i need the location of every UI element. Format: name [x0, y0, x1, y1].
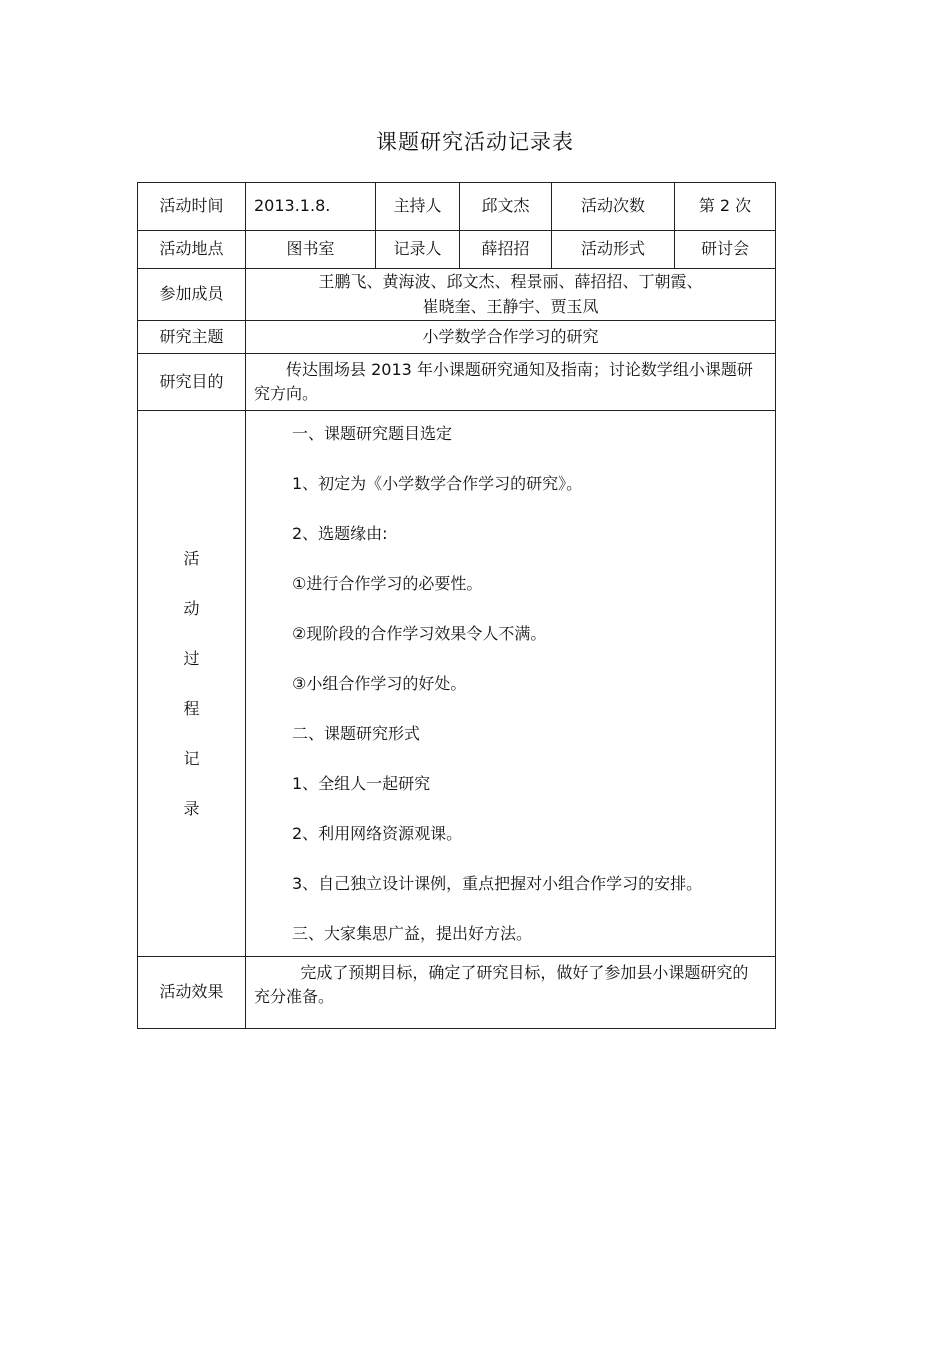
- process-label-char: 记: [183, 748, 200, 768]
- process-line: 三、大家集思广益，提出好方法。: [292, 924, 533, 943]
- process-label-char: 程: [183, 698, 200, 718]
- host-value: 邱文杰: [460, 183, 552, 231]
- process-label-char: 过: [183, 648, 200, 668]
- purpose-label: 研究目的: [138, 354, 246, 411]
- process-label-char: 动: [183, 598, 200, 618]
- page-title: 课题研究活动记录表: [376, 130, 574, 154]
- purpose-value: 传达围场县 2013 年小课题研究通知及指南；讨论数学组小课题研究方向。: [246, 354, 776, 411]
- process-line: 1、初定为《小学数学合作学习的研究》。: [292, 474, 583, 493]
- recorder-label: 记录人: [376, 231, 460, 269]
- place-value: 图书室: [246, 231, 376, 269]
- topic-label: 研究主题: [138, 321, 246, 354]
- form-label: 活动形式: [552, 231, 675, 269]
- table-row-effect: [138, 957, 776, 1029]
- table-row-place: [138, 231, 776, 269]
- recorder-value: 薛招招: [460, 231, 552, 269]
- process-line: 2、利用网络资源观课。: [292, 824, 463, 843]
- record-table: [137, 182, 776, 1029]
- members-line-2: 崔晓奎、王静宇、贾玉凤: [422, 296, 599, 316]
- time-label: 活动时间: [138, 183, 246, 231]
- place-label: 活动地点: [138, 231, 246, 269]
- topic-value: 小学数学合作学习的研究: [246, 321, 776, 354]
- process-content: [246, 411, 776, 957]
- table-row-process: [138, 411, 776, 957]
- time-value: 2013.1.8.: [246, 183, 376, 231]
- form-value: 研讨会: [675, 231, 776, 269]
- process-line: 二、课题研究形式: [292, 724, 421, 743]
- process-line: ③小组合作学习的好处。: [292, 674, 467, 693]
- table-row-topic: [138, 321, 776, 354]
- process-line: 一、课题研究题目选定: [292, 424, 453, 443]
- process-line: ①进行合作学习的必要性。: [292, 574, 483, 593]
- table-row-members: [138, 269, 776, 321]
- process-label-char: 活: [183, 548, 200, 568]
- table-row-purpose: [138, 354, 776, 411]
- effect-label: 活动效果: [138, 957, 246, 1029]
- count-value: 第 2 次: [675, 183, 776, 231]
- members-value: [246, 269, 776, 321]
- host-label: 主持人: [376, 183, 460, 231]
- process-label: [138, 411, 246, 957]
- process-line: ②现阶段的合作学习效果令人不满。: [292, 624, 547, 643]
- members-label: 参加成员: [138, 269, 246, 321]
- effect-value: 完成了预期目标，确定了研究目标，做好了参加县小课题研究的充分准备。: [246, 957, 776, 1029]
- process-label-char: 录: [183, 798, 200, 818]
- count-label: 活动次数: [552, 183, 675, 231]
- process-line: 3、自己独立设计课例，重点把握对小组合作学习的安排。: [292, 874, 703, 893]
- process-line: 2、选题缘由:: [292, 524, 388, 543]
- members-line-1: 王鹏飞、黄海波、邱文杰、程景丽、薛招招、丁朝霞、: [318, 271, 703, 291]
- process-line: 1、全组人一起研究: [292, 774, 431, 793]
- table-row-time: [138, 183, 776, 231]
